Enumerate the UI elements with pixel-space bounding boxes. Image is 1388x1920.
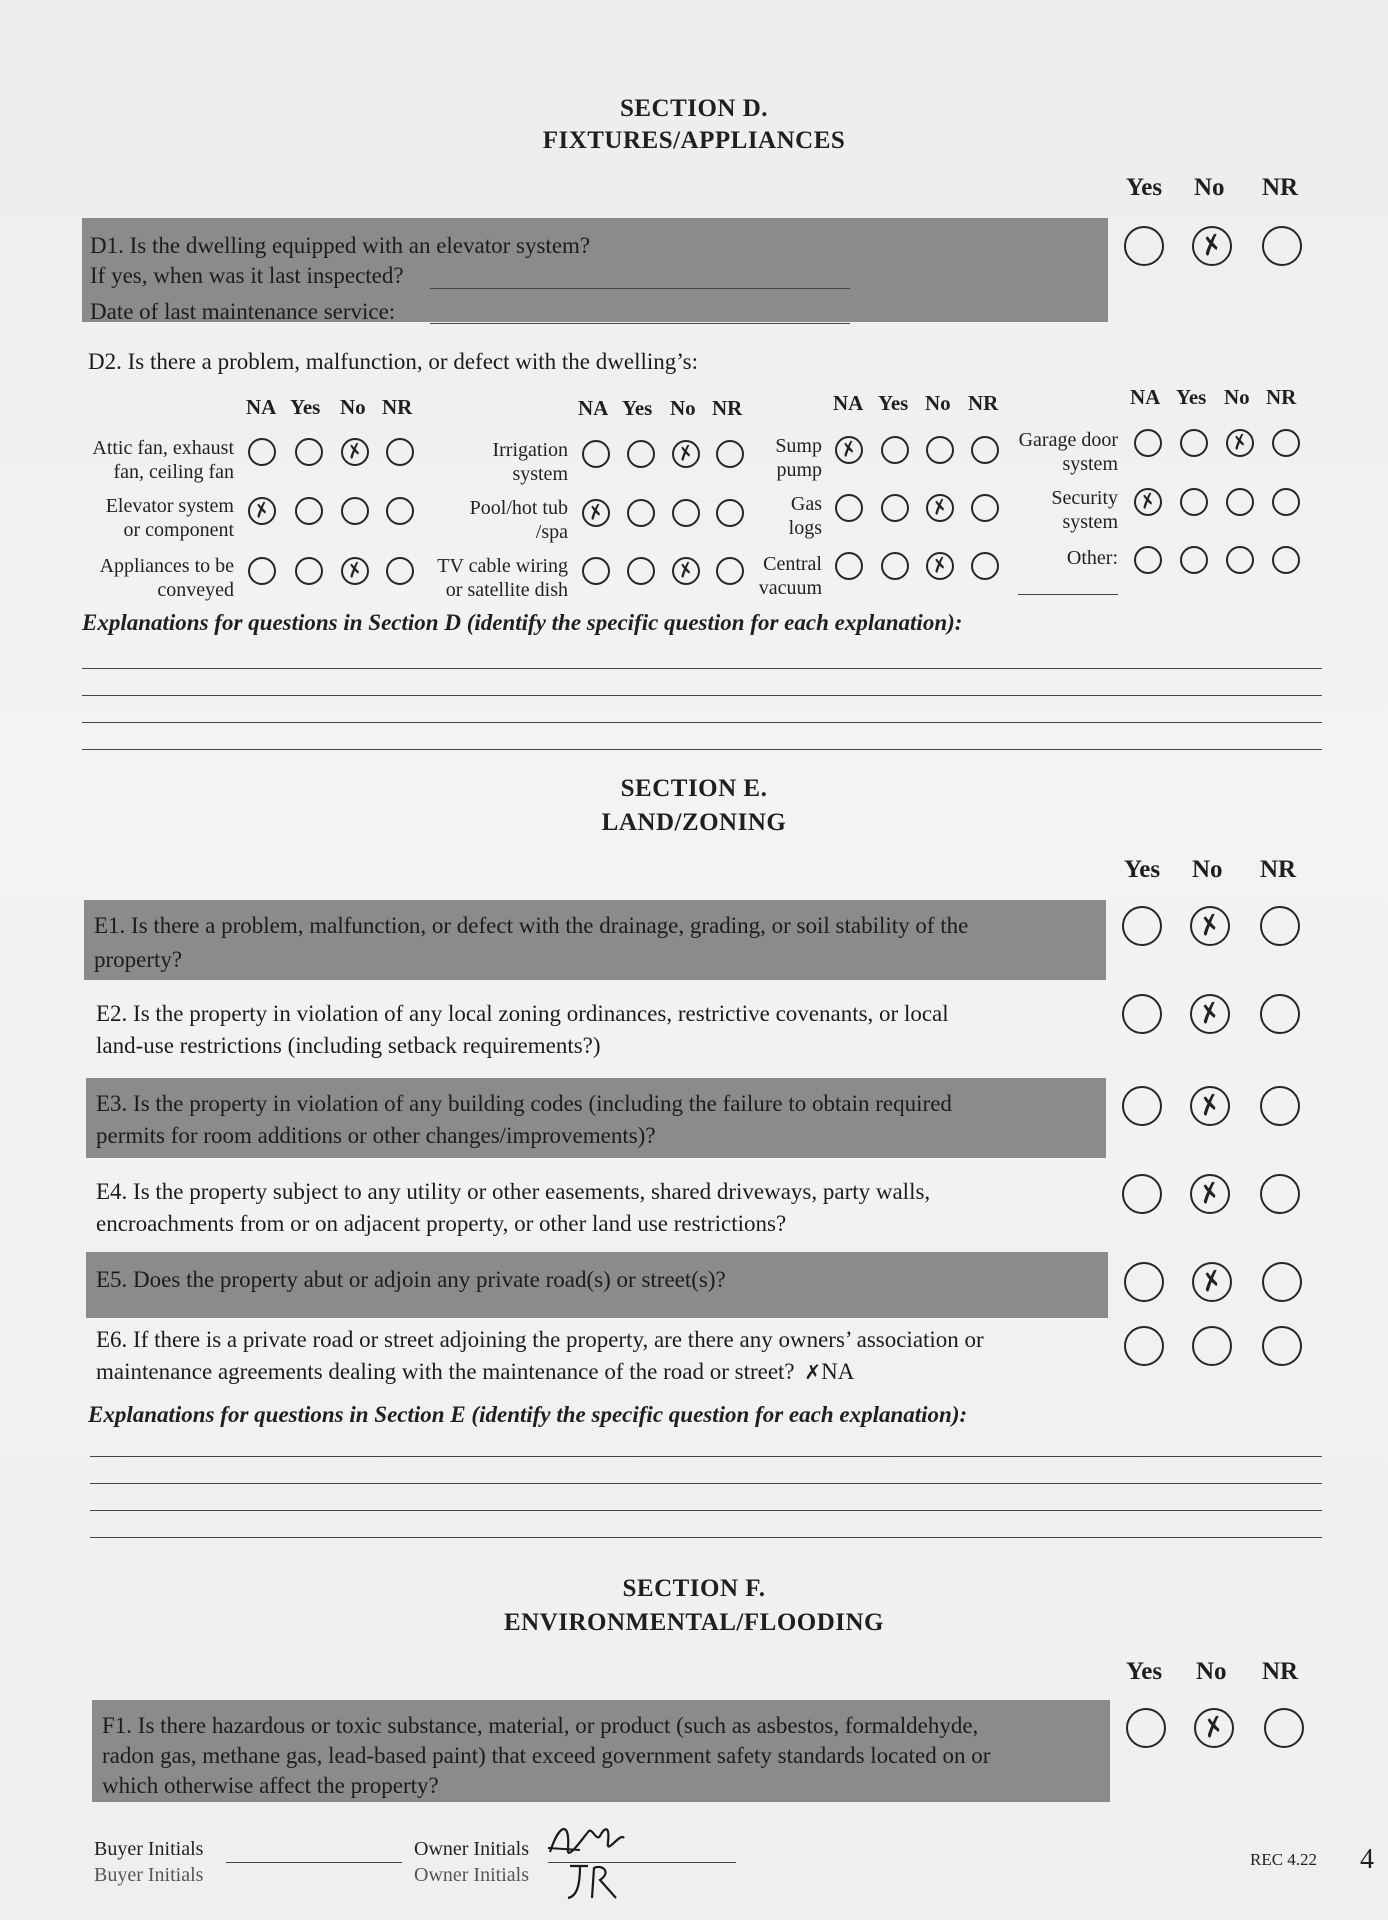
e4-nr-radio[interactable]	[1260, 1174, 1300, 1214]
d2-col2-no: No	[670, 396, 696, 420]
d2-pool-no[interactable]	[672, 499, 700, 527]
d2-other-yes[interactable]	[1180, 546, 1208, 574]
check-mark-icon: ✗	[1137, 488, 1159, 515]
section-d-title: SECTION D.	[619, 95, 769, 122]
check-mark-icon: ✗	[675, 557, 697, 584]
e2-question-line1: E2. Is the property in violation of any local zoning ordinances, restrictive covenants, or local	[96, 1001, 949, 1026]
d2-sump-no[interactable]	[926, 436, 954, 464]
e1-nr-radio[interactable]	[1260, 906, 1300, 946]
d-header-no: No	[1194, 174, 1225, 201]
e3-yes-radio[interactable]	[1122, 1086, 1162, 1126]
d2-other-na[interactable]	[1134, 546, 1162, 574]
buyer-initials-label-duplicate: Buyer Initials	[94, 1864, 204, 1886]
e5-no-radio[interactable]	[1192, 1262, 1232, 1302]
d2-item-other-label: Other:	[1066, 547, 1118, 569]
e3-question-line2: permits for room additions or other changes/improvements)?	[96, 1123, 656, 1148]
section-e-explanations-label: Explanations for questions in Section E (identify the specific question for each explanation):	[88, 1402, 968, 1427]
d1-no-radio[interactable]	[1192, 226, 1232, 266]
f1-nr-radio[interactable]	[1264, 1708, 1304, 1748]
d2-item-pool-label: Pool/hot tub /spa	[469, 497, 568, 543]
d2-col4-na: NA	[1130, 385, 1161, 409]
d2-irrigation-no[interactable]	[672, 440, 700, 468]
d2-gas-logs-yes[interactable]	[881, 494, 909, 522]
d2-gas-logs-na[interactable]	[835, 494, 863, 522]
d2-col4-no: No	[1224, 385, 1250, 409]
d2-sump-yes[interactable]	[881, 436, 909, 464]
check-mark-icon: ✗	[1229, 429, 1251, 456]
owner-initials-label-duplicate: Owner Initials	[414, 1864, 529, 1886]
d2-other-nr[interactable]	[1272, 546, 1300, 574]
d2-sump-nr[interactable]	[971, 436, 999, 464]
form-code: REC 4.22	[1250, 1850, 1318, 1869]
d2-garage-no[interactable]	[1226, 429, 1254, 457]
f1-question-line2: radon gas, methane gas, lead-based paint) that exceed government safety standards located on or	[102, 1743, 991, 1768]
f-header-nr: NR	[1262, 1658, 1299, 1685]
check-mark-icon: ✗	[1197, 228, 1227, 264]
d2-central-vacuum-no[interactable]	[926, 552, 954, 580]
d2-central-vacuum-yes[interactable]	[881, 552, 909, 580]
check-mark-icon: ✗	[675, 440, 697, 467]
buyer-initials-blank[interactable]	[226, 1862, 402, 1863]
check-mark-icon: ✗	[929, 552, 951, 579]
f1-question-line3: which otherwise affect the property?	[102, 1773, 439, 1798]
f-header-no: No	[1196, 1658, 1227, 1685]
check-mark-icon: ✗	[1197, 1264, 1227, 1300]
d2-garage-nr[interactable]	[1272, 429, 1300, 457]
d2-tv-cable-yes[interactable]	[627, 557, 655, 585]
d1-question: D1. Is the dwelling equipped with an elevator system?	[90, 233, 591, 258]
e6-question-line1: E6. If there is a private road or street adjoining the property, are there any owners’ association or	[96, 1327, 984, 1352]
d-header-nr: NR	[1262, 174, 1299, 201]
section-d-explanation-line-4[interactable]	[82, 749, 1322, 750]
d2-item-appliances-label: Appliances to be conveyed	[99, 555, 234, 601]
d2-col3-nr: NR	[968, 391, 999, 415]
d2-security-yes[interactable]	[1180, 488, 1208, 516]
d2-central-vacuum-na[interactable]	[835, 552, 863, 580]
d1-maintenance-blank[interactable]	[430, 323, 850, 324]
check-mark-icon: ✗	[1195, 908, 1225, 944]
check-mark-icon: ✗	[929, 494, 951, 521]
d2-appliances-yes[interactable]	[295, 557, 323, 585]
d1-inspected-label: If yes, when was it last inspected?	[90, 263, 404, 288]
owner-initials-label: Owner Initials	[414, 1838, 529, 1860]
e6-nr-radio[interactable]	[1262, 1326, 1302, 1366]
d2-security-nr[interactable]	[1272, 488, 1300, 516]
d2-attic-na[interactable]	[248, 438, 276, 466]
e-header-no: No	[1192, 856, 1223, 883]
section-d-subtitle: FIXTURES/APPLIANCES	[542, 127, 846, 154]
e1-question-line1: E1. Is there a problem, malfunction, or defect with the drainage, grading, or soil stability of the	[94, 913, 969, 938]
check-mark-icon: ✗	[1195, 1176, 1225, 1212]
check-mark-icon: ✗	[585, 499, 607, 526]
d2-col3-na: NA	[833, 391, 864, 415]
check-mark-icon: ✗	[1195, 996, 1225, 1032]
d2-other-blank[interactable]	[1018, 594, 1118, 595]
d2-appliances-no[interactable]	[341, 557, 369, 585]
section-f-subtitle: ENVIRONMENTAL/FLOODING	[503, 1609, 884, 1636]
d2-item-irrigation-label: Irrigation system	[492, 439, 568, 485]
section-e-subtitle: LAND/ZONING	[601, 809, 787, 836]
d2-attic-yes[interactable]	[295, 438, 323, 466]
d2-col1-yes: Yes	[290, 395, 321, 419]
d1-inspected-blank[interactable]	[430, 288, 850, 289]
section-d-explanation-line-1[interactable]	[82, 668, 1322, 669]
d2-elevator-yes[interactable]	[295, 497, 323, 525]
d2-question: D2. Is there a problem, malfunction, or defect with the dwelling’s:	[88, 349, 698, 374]
f1-yes-radio[interactable]	[1126, 1708, 1166, 1748]
d1-maintenance-label: Date of last maintenance service:	[90, 299, 396, 324]
check-mark-icon: ✗	[1195, 1088, 1225, 1124]
f-header-yes: Yes	[1126, 1658, 1163, 1685]
e1-no-radio[interactable]	[1190, 906, 1230, 946]
e4-question-line2: encroachments from or on adjacent property, or other land use restrictions?	[96, 1211, 787, 1236]
e-header-nr: NR	[1260, 856, 1297, 883]
e4-no-radio[interactable]	[1190, 1174, 1230, 1214]
d2-irrigation-yes[interactable]	[627, 440, 655, 468]
d2-col3-yes: Yes	[878, 391, 909, 415]
d2-item-sump-label: Sump pump	[775, 435, 822, 481]
d2-col2-nr: NR	[712, 396, 743, 420]
e3-question-line1: E3. Is the property in violation of any building codes (including the failure to obtain required	[96, 1091, 952, 1116]
page-number: 4	[1360, 1844, 1374, 1875]
handwritten-mark-icon: ✗	[804, 1360, 822, 1384]
e5-question: E5. Does the property abut or adjoin any private road(s) or street(s)?	[96, 1267, 726, 1292]
e6-yes-radio[interactable]	[1124, 1326, 1164, 1366]
e3-no-radio[interactable]	[1190, 1086, 1230, 1126]
d2-col1-no: No	[340, 395, 366, 419]
section-d-explanation-line-2[interactable]	[82, 695, 1322, 696]
owner-initials-signature	[540, 1812, 640, 1908]
d2-other-no[interactable]	[1226, 546, 1254, 574]
section-e-explanation-line-3[interactable]	[90, 1510, 1322, 1511]
d2-tv-cable-no[interactable]	[672, 557, 700, 585]
d2-item-security-label: Security system	[1051, 487, 1118, 533]
d2-col4-nr: NR	[1266, 385, 1297, 409]
check-mark-icon: ✗	[344, 438, 366, 465]
section-d-explanations-label: Explanations for questions in Section D (identify the specific question for each explanation):	[82, 610, 963, 635]
check-mark-icon: ✗	[838, 436, 860, 463]
d2-item-elevator-label: Elevator system or component	[105, 495, 234, 541]
e4-yes-radio[interactable]	[1122, 1174, 1162, 1214]
d2-col1-nr: NR	[382, 395, 413, 419]
d2-item-garage-door-label: Garage door system	[1018, 429, 1118, 475]
e6-question-line2: maintenance agreements dealing with the maintenance of the road or street? ✗NA	[96, 1359, 855, 1384]
d1-yes-radio[interactable]	[1124, 226, 1164, 266]
d2-item-attic-fan-label: Attic fan, exhaust fan, ceiling fan	[92, 437, 234, 483]
d2-garage-yes[interactable]	[1180, 429, 1208, 457]
d2-gas-logs-no[interactable]	[926, 494, 954, 522]
f1-no-radio[interactable]	[1194, 1708, 1234, 1748]
e4-question-line1: E4. Is the property subject to any utility or other easements, shared driveways, party walls,	[96, 1179, 931, 1204]
e5-yes-radio[interactable]	[1124, 1262, 1164, 1302]
section-e-explanation-line-2[interactable]	[90, 1483, 1322, 1484]
d2-security-na[interactable]	[1134, 488, 1162, 516]
e1-question-line2: property?	[94, 947, 183, 972]
check-mark-icon: ✗	[344, 557, 366, 584]
d2-elevator-na[interactable]	[248, 497, 276, 525]
d2-item-central-vacuum-label: Central vacuum	[758, 553, 822, 599]
d2-item-tv-cable-label: TV cable wiring or satellite dish	[437, 555, 568, 601]
d2-security-no[interactable]	[1226, 488, 1254, 516]
e2-nr-radio[interactable]	[1260, 994, 1300, 1034]
check-mark-icon: ✗	[1199, 1710, 1229, 1746]
buyer-initials-label: Buyer Initials	[94, 1838, 204, 1860]
f1-question-line1: F1. Is there hazardous or toxic substance, material, or product (such as asbestos, formaldehyde,	[102, 1713, 979, 1738]
d2-item-gas-logs-label: Gas logs	[788, 493, 822, 539]
d2-tv-cable-na[interactable]	[582, 557, 610, 585]
e2-yes-radio[interactable]	[1122, 994, 1162, 1034]
section-e-explanation-line-1[interactable]	[90, 1456, 1322, 1457]
section-e-explanation-line-4[interactable]	[90, 1537, 1322, 1538]
d2-attic-no[interactable]	[341, 438, 369, 466]
e1-yes-radio[interactable]	[1122, 906, 1162, 946]
section-e-title: SECTION E.	[620, 775, 768, 802]
e2-question-line2: land-use restrictions (including setback requirements?)	[96, 1033, 601, 1058]
check-mark-icon: ✗	[251, 497, 273, 524]
d2-sump-na[interactable]	[835, 436, 863, 464]
e-header-yes: Yes	[1124, 856, 1161, 883]
d2-col2-na: NA	[578, 396, 609, 420]
d2-appliances-na[interactable]	[248, 557, 276, 585]
e6-no-radio[interactable]	[1192, 1326, 1232, 1366]
d2-elevator-no[interactable]	[341, 497, 369, 525]
d2-col4-yes: Yes	[1176, 385, 1207, 409]
e5-nr-radio[interactable]	[1262, 1262, 1302, 1302]
d2-pool-na[interactable]	[582, 499, 610, 527]
d2-pool-yes[interactable]	[627, 499, 655, 527]
d2-irrigation-na[interactable]	[582, 440, 610, 468]
d2-col1-na: NA	[246, 395, 277, 419]
e3-nr-radio[interactable]	[1260, 1086, 1300, 1126]
d2-col2-yes: Yes	[622, 396, 653, 420]
section-d-explanation-line-3[interactable]	[82, 722, 1322, 723]
d2-gas-logs-nr[interactable]	[971, 494, 999, 522]
d1-nr-radio[interactable]	[1262, 226, 1302, 266]
d2-col3-no: No	[925, 391, 951, 415]
section-f-title: SECTION F.	[622, 1575, 766, 1602]
e2-no-radio[interactable]	[1190, 994, 1230, 1034]
d-header-yes: Yes	[1126, 174, 1163, 201]
d2-central-vacuum-nr[interactable]	[971, 552, 999, 580]
d2-garage-na[interactable]	[1134, 429, 1162, 457]
